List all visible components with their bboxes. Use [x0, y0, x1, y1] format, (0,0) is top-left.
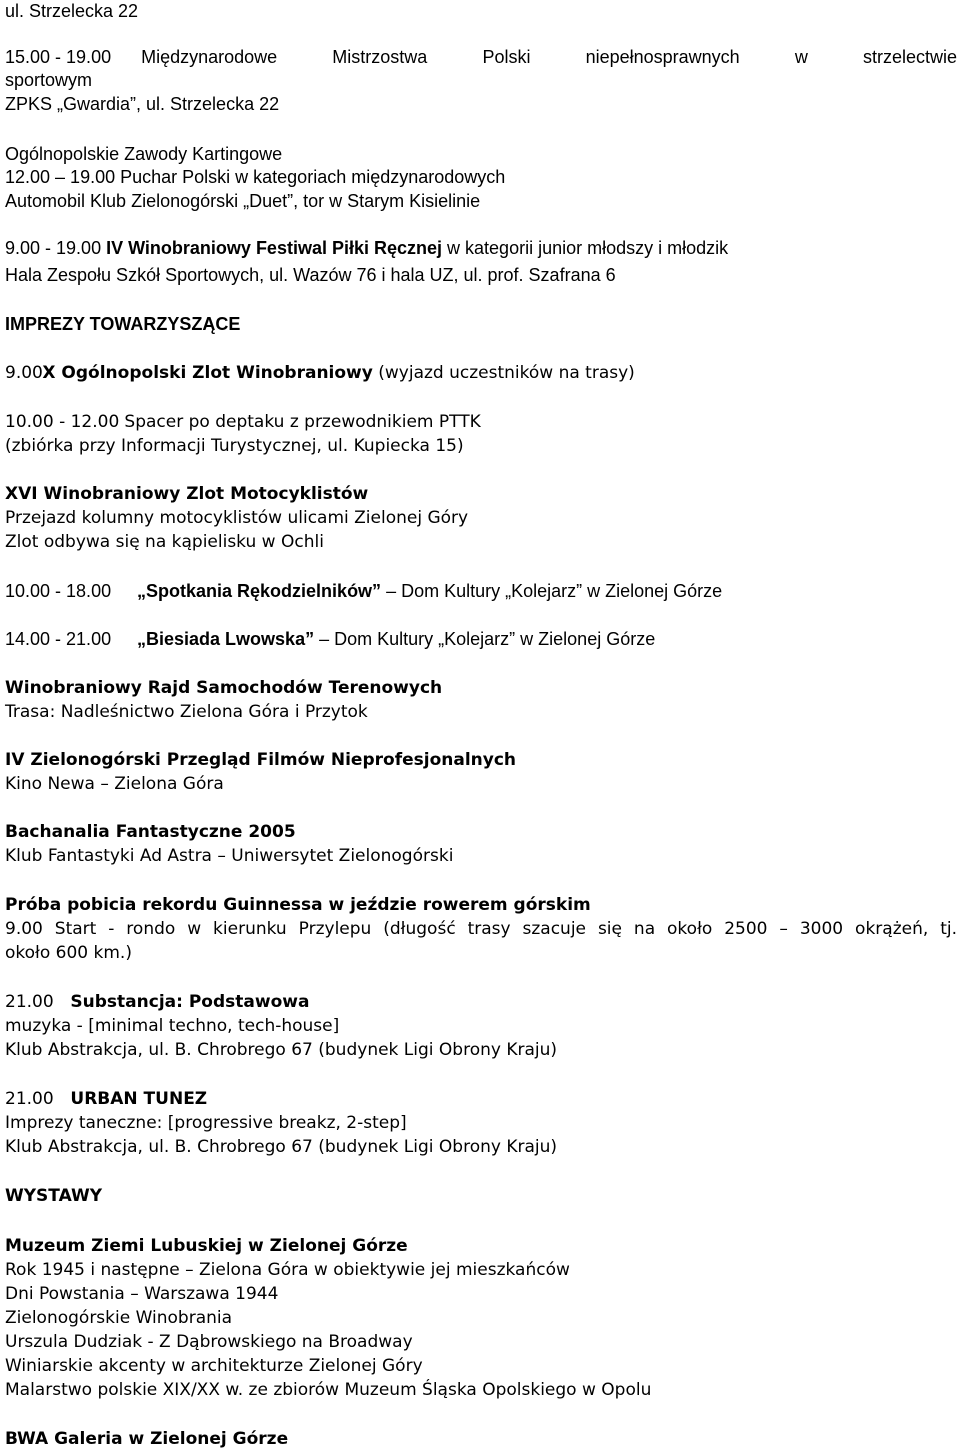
section-heading: IMPREZY TOWARZYSZĄCE: [5, 314, 241, 334]
event-time: 9.00 - 19.00: [5, 238, 102, 258]
event-place: ZPKS „Gwardia”, ul. Strzelecka 22: [5, 94, 280, 114]
substancja-line: [5, 991, 309, 1013]
event-line: Zlot odbywa się na kąpielisku w Ochli: [5, 532, 324, 552]
event-title: Substancja: Podstawowa: [70, 992, 310, 1012]
event-desc: w kategorii junior młodszy i młodzik: [447, 238, 729, 258]
exhibition-item: Rok 1945 i następne – Zielona Góra w obiektywie jej mieszkańców: [5, 1260, 570, 1280]
event-place: Hala Zespołu Szkół Sportowych, ul. Wazów 76 i hala UZ, ul. prof. Szafrana 6: [5, 265, 616, 285]
event-line: Kino Newa – Zielona Góra: [5, 774, 224, 794]
event-title: Próba pobicia rekordu Guinnessa w jeździe rowerem górskim: [5, 895, 591, 915]
event-desc: (wyjazd uczestników na trasy): [378, 363, 635, 383]
event-line: muzyka - [minimal techno, tech-house]: [5, 1016, 340, 1036]
event-title: „Biesiada Lwowska”: [137, 629, 315, 649]
exhibition-item: Winiarskie akcenty w architekturze Zielonej Góry: [5, 1356, 423, 1376]
event-line: Klub Fantastyki Ad Astra – Uniwersytet Zielonogórski: [5, 846, 454, 866]
event-title: XVI Winobraniowy Zlot Motocyklistów: [5, 484, 369, 504]
exhibition-item: Zielonogórskie Winobrania: [5, 1308, 233, 1328]
event-time: 10.00 - 18.00: [5, 581, 112, 601]
biesiada-line: [5, 628, 655, 650]
event-line: Imprezy taneczne: [progressive breakz, 2-step]: [5, 1113, 407, 1133]
event-title-cont: sportowym: [5, 70, 93, 90]
event-title: URBAN TUNEZ: [70, 1089, 208, 1109]
event-title: Bachanalia Fantastyczne 2005: [5, 822, 296, 842]
event-title: Międzynarodowe Mistrzostwa Polski niepełnosprawnych w strzelectwie: [141, 47, 957, 67]
section-heading: WYSTAWY: [5, 1186, 103, 1206]
zlot-line: [5, 362, 635, 384]
event-title: Ogólnopolskie Zawody Kartingowe: [5, 144, 283, 164]
event-place: – Dom Kultury „Kolejarz” w Zielonej Górze: [386, 581, 723, 601]
event-line: Przejazd kolumny motocyklistów ulicami Zielonej Góry: [5, 508, 469, 528]
event-place: (zbiórka przy Informacji Turystycznej, ul. Kupiecka 15): [5, 436, 464, 456]
event-line: około 600 km.): [5, 943, 132, 963]
event-time: 21.00: [5, 1089, 54, 1109]
urban-line: [5, 1088, 207, 1110]
exhibition-item: Malarstwo polskie XIX/XX w. ze zbiorów Muzeum Śląska Opolskiego w Opolu: [5, 1380, 652, 1400]
event-line: Trasa: Nadleśnictwo Zielona Góra i Przytok: [5, 702, 368, 722]
event-title: IV Zielonogórski Przegląd Filmów Nieprofesjonalnych: [5, 750, 517, 770]
event-place: Klub Abstrakcja, ul. B. Chrobrego 67 (budynek Ligi Obrony Kraju): [5, 1137, 558, 1157]
event-line: 9.00 Start - rondo w kierunku Przylepu (długość trasy szacuje się na około 2500 – 3000 okrążeń, tj.: [5, 919, 957, 939]
spacer-line: [5, 411, 481, 433]
event-time: 9.00: [5, 363, 43, 383]
gallery-title: BWA Galeria w Zielonej Górze: [5, 1429, 289, 1449]
mistrzostwa-line: [5, 46, 957, 68]
event-title: Spacer po deptaku z przewodnikiem PTTK: [124, 412, 481, 432]
event-time: 14.00 - 21.00: [5, 629, 112, 649]
event-line: 12.00 – 19.00 Puchar Polski w kategoriach międzynarodowych: [5, 167, 506, 187]
event-time: 10.00 - 12.00: [5, 412, 120, 432]
exhibition-item: Dni Powstania – Warszawa 1944: [5, 1284, 279, 1304]
event-place: Automobil Klub Zielonogórski „Duet”, tor w Starym Kisielinie: [5, 191, 481, 211]
pilka-line: [5, 237, 728, 259]
museum-title: Muzeum Ziemi Lubuskiej w Zielonej Górze: [5, 1236, 408, 1256]
event-title: Winobraniowy Rajd Samochodów Terenowych: [5, 678, 443, 698]
event-title: X Ogólnopolski Zlot Winobraniowy: [42, 363, 373, 383]
event-time: 21.00: [5, 992, 54, 1012]
event-time: 15.00 - 19.00: [5, 47, 112, 67]
event-title: IV Winobraniowy Festiwal Piłki Ręcznej: [106, 238, 443, 258]
event-title: „Spotkania Rękodzielników”: [137, 581, 382, 601]
exhibition-item: Urszula Dudziak - Z Dąbrowskiego na Broadway: [5, 1332, 413, 1352]
event-place: Klub Abstrakcja, ul. B. Chrobrego 67 (budynek Ligi Obrony Kraju): [5, 1040, 558, 1060]
rekodzielnicy-line: [5, 580, 722, 602]
address-line: ul. Strzelecka 22: [5, 1, 139, 21]
event-place: – Dom Kultury „Kolejarz” w Zielonej Górze: [319, 629, 656, 649]
